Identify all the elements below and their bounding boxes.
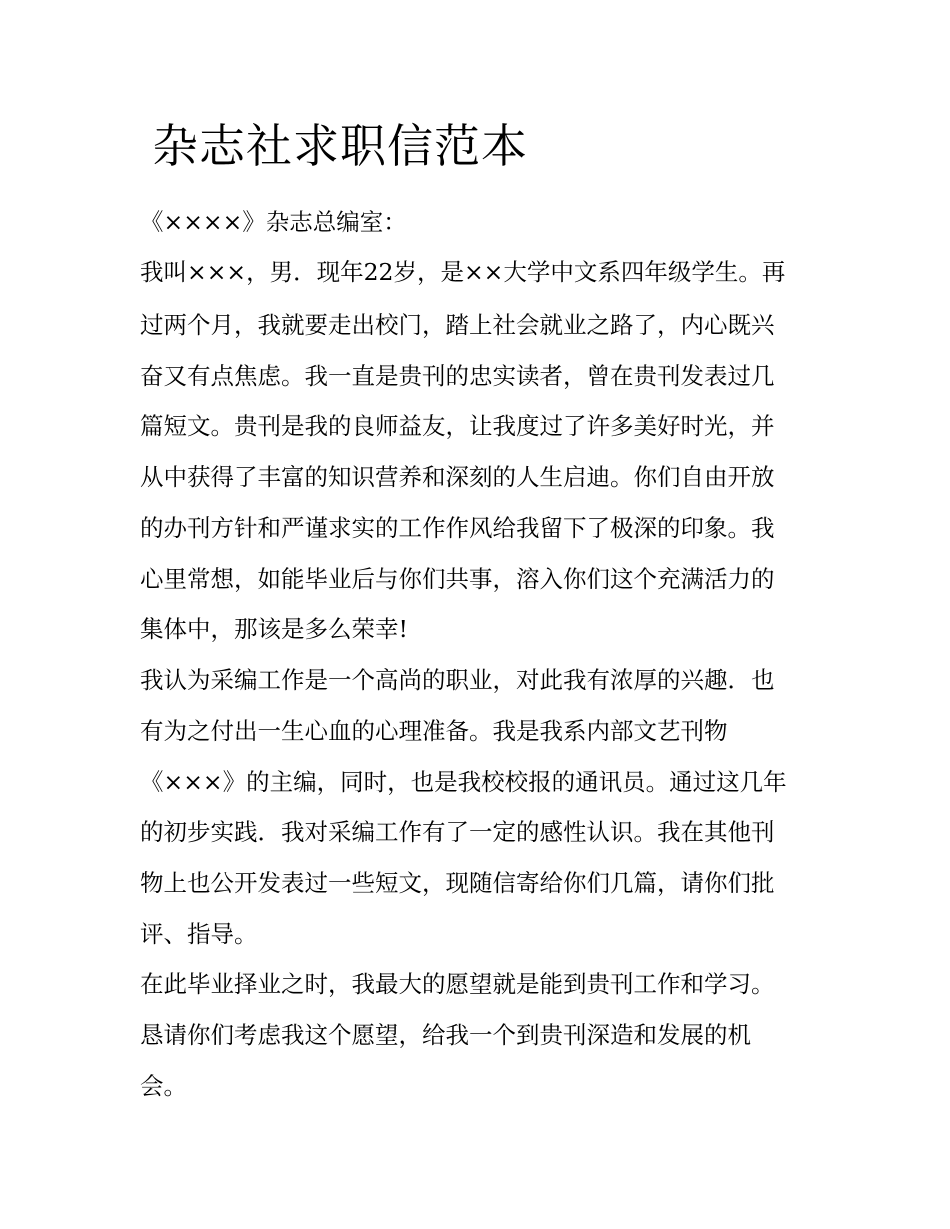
paragraph-line: 篇短文。贵刊是我的良师益友，让我度过了许多美好时光，并 [140, 412, 775, 440]
paragraph-line: 奋又有点焦虑。我一直是贵刊的忠实读者，曾在贵刊发表过几 [140, 362, 775, 390]
paragraph-line: 在此毕业择业之时，我最大的愿望就是能到贵刊工作和学习。 [140, 970, 775, 998]
paragraph-line: 的初步实践．我对采编工作有了一定的感性认识。我在其他刊 [140, 818, 775, 846]
paragraph-line: 从中获得了丰富的知识营养和深刻的人生启迪。你们自由开放 [140, 463, 775, 491]
paragraph-line: 心里常想，如能毕业后与你们共事，溶入你们这个充满活力的 [140, 565, 775, 593]
paragraph-line: 评、指导。 [140, 920, 258, 948]
paragraph-line: 会。 [140, 1072, 187, 1100]
paragraph-line: 集体中，那该是多么荣幸! [140, 615, 408, 643]
paragraph-line: 恳请你们考虑我这个愿望，给我一个到贵刊深造和发展的机 [140, 1021, 751, 1049]
paragraph-line: 我叫×××，男．现年22岁，是××大学中文系四年级学生。再 [140, 258, 786, 286]
paragraph-line: 过两个月，我就要走出校门，踏上社会就业之路了，内心既兴 [140, 311, 775, 339]
document-title: 杂志社求职信范本 [152, 119, 528, 173]
paragraph-line: 有为之付出一生心血的心理准备。我是我系内部文艺刊物 [140, 717, 728, 745]
paragraph-line: 物上也公开发表过一些短文，现随信寄给你们几篇，请你们批 [140, 869, 775, 897]
paragraph-line: 《×××》的主编，同时，也是我校校报的通讯员。通过这几年 [140, 768, 787, 796]
salutation-line: 《××××》杂志总编室： [140, 208, 407, 236]
paragraph-line: 我认为采编工作是一个高尚的职业，对此我有浓厚的兴趣．也 [140, 666, 775, 694]
paragraph-line: 的办刊方针和严谨求实的工作作风给我留下了极深的印象。我 [140, 514, 775, 542]
